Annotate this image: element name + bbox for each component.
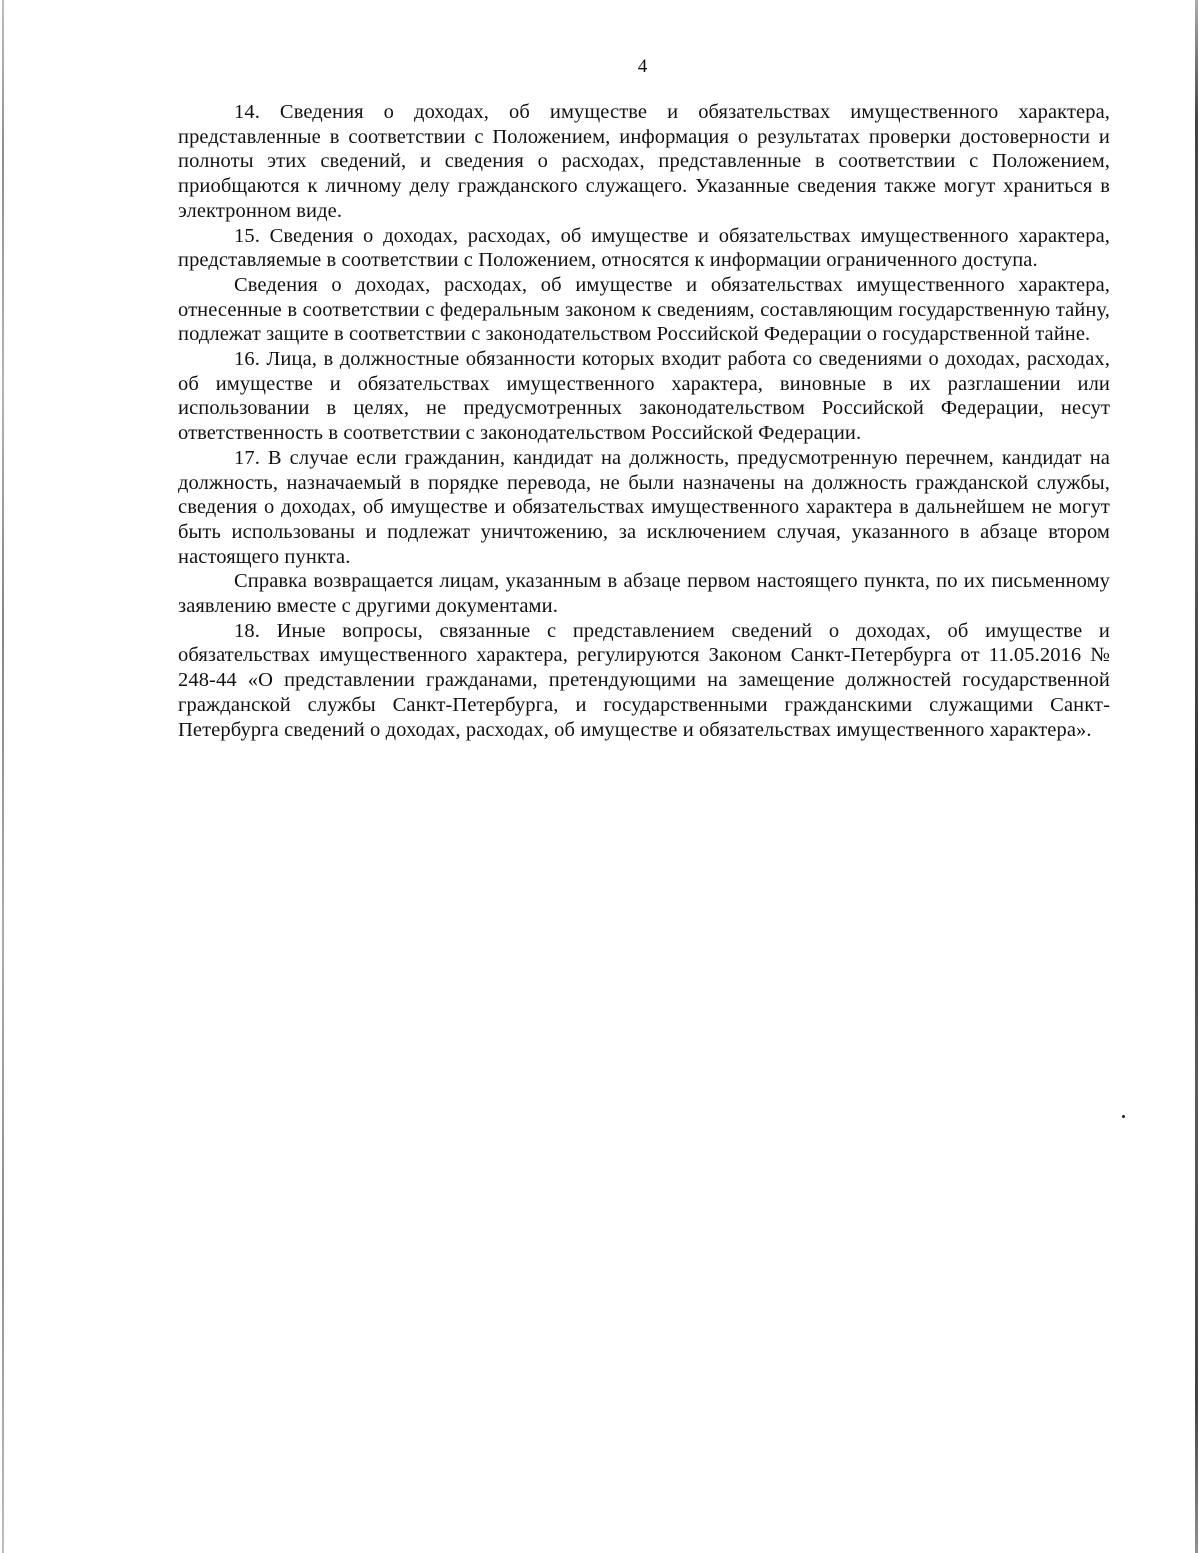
paragraph-15: 15. Сведения о доходах, расходах, об имуществе и обязательствах имущественного характера, представляемые в соответствии с Положением, относятся к информации ограниченного доступа. xyxy=(178,224,1110,272)
scan-edge-right xyxy=(1195,0,1198,1553)
scan-edge-left xyxy=(2,0,4,1553)
paragraph-17: 17. В случае если гражданин, кандидат на должность, предусмотренную перечнем, кандидат на должность, назначаемый в порядке перевода, не были назначены на должность гражданской службы, сведения о доходах, об имуществе и обязательствах имущественного характера в дальнейшем не могут быть использованы и подлежат уничтожению, за исключением случая, указанного в абзаце втором настоящего пункта. xyxy=(178,446,1110,568)
scan-speck xyxy=(1122,1115,1125,1118)
paragraph-14: 14. Сведения о доходах, об имуществе и обязательствах имущественного характера, представленные в соответствии с Положением, информация о результатах проверки достоверности и полноты этих сведений, и сведения о расходах, представленные в соответствии с Положением, приобщаются к личному делу гражданского служащего. Указанные сведения также могут храниться в электронном виде. xyxy=(178,101,1110,222)
paragraph-17-part-2: Справка возвращается лицам, указанным в абзаце первом настоящего пункта, по их письменному заявлению вместе с другими документами. xyxy=(178,570,1110,618)
page-number: 4 xyxy=(637,56,648,77)
paragraph-15-part-2: Сведения о доходах, расходах, об имуществе и обязательствах имущественного характера, отнесенные в соответствии с федеральным законом к сведениям, составляющим государственную тайну, подлежат защите в соответствии с законодательством Российской Федерации о государственной тайне. xyxy=(178,273,1110,346)
paragraph-16: 16. Лица, в должностные обязанности которых входит работа со сведениями о доходах, расходах, об имуществе и обязательствах имущественного характера, виновные в их разглашении или использовании в целях, не предусмотренных законодательством Российской Федерации, несут ответственность в соответствии с законодательством Российской Федерации. xyxy=(178,348,1110,445)
paragraph-18: 18. Иные вопросы, связанные с представлением сведений о доходах, об имуществе и обязательствах имущественного характера, регулируются Законом Санкт-Петербурга от 11.05.2016 № 248-44 «О представлении гражданами, претендующими на замещение должностей государственной гражданской службы Санкт-Петербурга, и государственными гражданскими служащими Санкт-Петербурга сведений о доходах, расходах, об имуществе и обязательствах имущественного характера». xyxy=(178,619,1110,741)
document-body xyxy=(178,100,1110,742)
